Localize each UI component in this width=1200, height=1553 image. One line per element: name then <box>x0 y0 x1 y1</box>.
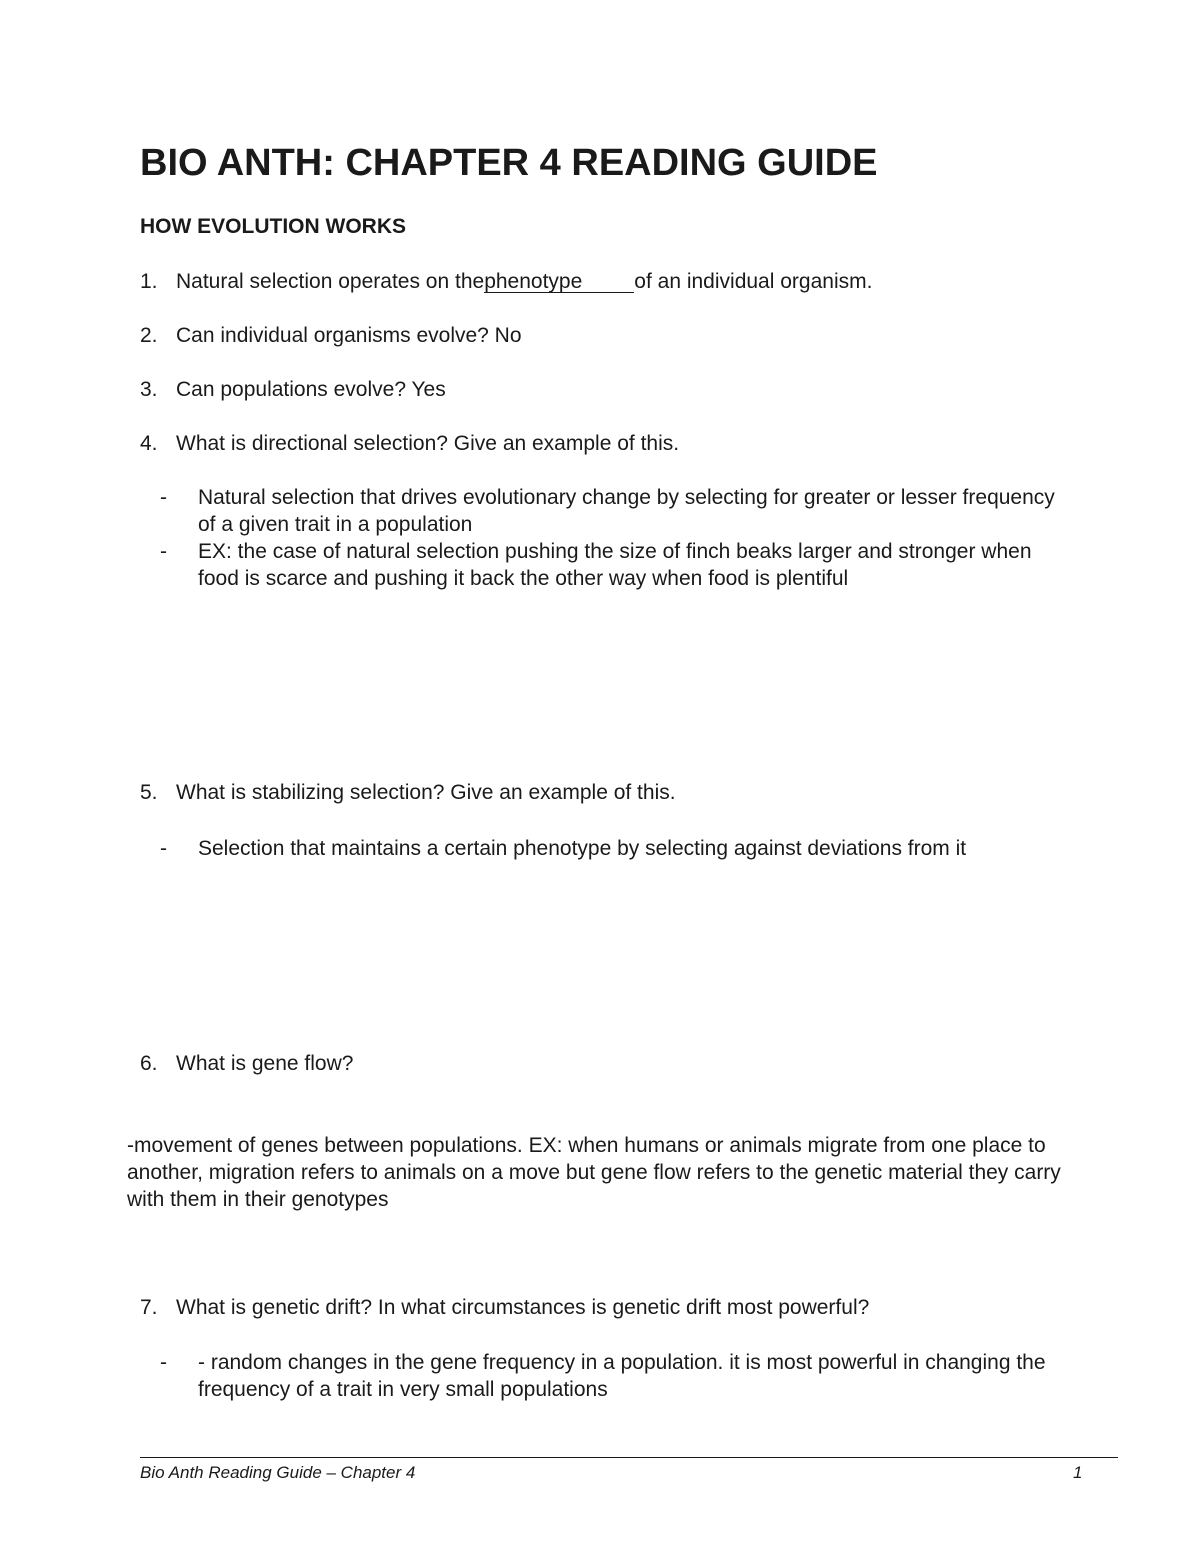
question-number: 5. <box>140 781 158 804</box>
footer-divider <box>140 1457 1118 1458</box>
question-number: 2. <box>140 324 158 347</box>
answer-bullet <box>160 538 1130 592</box>
question-number: 3. <box>140 378 158 401</box>
section-heading: HOW EVOLUTION WORKS <box>140 215 406 238</box>
bullet-text: - random changes in the gene frequency in a population. it is most powerful in changing the frequency of a trait in very small populations <box>198 1351 1046 1401</box>
bullet-text: EX: the case of natural selection pushing the size of finch beaks larger and stronger when food is scarce and pushing it back the other way when food is plentiful <box>198 540 1032 590</box>
question-number: 7. <box>140 1296 158 1319</box>
bullet-dash: - <box>160 837 167 860</box>
question-number: 4. <box>140 432 158 455</box>
question-6 <box>140 1052 1040 1078</box>
question-text-before: Natural selection operates on the <box>176 270 485 293</box>
bullet-text: Natural selection that drives evolutionary change by selecting for greater or lesser frequency of a given trait in a population <box>198 486 1055 536</box>
question-4 <box>140 432 1040 458</box>
bullet-dash: - <box>160 540 167 563</box>
question-text: What is gene flow? <box>176 1052 354 1075</box>
question-text <box>176 270 872 294</box>
question-1 <box>140 270 1040 296</box>
question-number: 6. <box>140 1052 158 1075</box>
question-text: What is genetic drift? In what circumstances is genetic drift most powerful? <box>176 1296 870 1319</box>
question-5 <box>140 781 1040 807</box>
gene-flow-answer: -movement of genes between populations. EX: when humans or animals migrate from one place to another, migration refers to animals on a move but gene flow refers to the genetic material they carry with them in their genotypes <box>127 1134 1061 1211</box>
page-number: 1 <box>1073 1463 1083 1482</box>
question-3 <box>140 378 1040 404</box>
page-title: BIO ANTH: CHAPTER 4 READING GUIDE <box>140 142 878 184</box>
question-text: What is directional selection? Give an example of this. <box>176 432 680 455</box>
bullet-dash: - <box>160 1351 167 1374</box>
question-text: What is stabilizing selection? Give an example of this. <box>176 781 676 804</box>
question-number: 1. <box>140 270 158 293</box>
question-text: Can individual organisms evolve? No <box>176 324 522 347</box>
answer-bullet <box>160 835 1130 862</box>
answer-bullet <box>160 484 1130 538</box>
question-2 <box>140 324 1040 350</box>
footer-title: Bio Anth Reading Guide – Chapter 4 <box>140 1463 416 1482</box>
bullet-dash: - <box>160 486 167 509</box>
answer-bullet <box>160 1349 1130 1403</box>
bullet-text: Selection that maintains a certain phenotype by selecting against deviations from it <box>198 837 967 860</box>
question-text: Can populations evolve? Yes <box>176 378 446 401</box>
question-text-after: of an individual organism. <box>634 270 873 293</box>
answer-blank-phenotype: phenotype <box>484 272 634 293</box>
question-7 <box>140 1296 1120 1322</box>
